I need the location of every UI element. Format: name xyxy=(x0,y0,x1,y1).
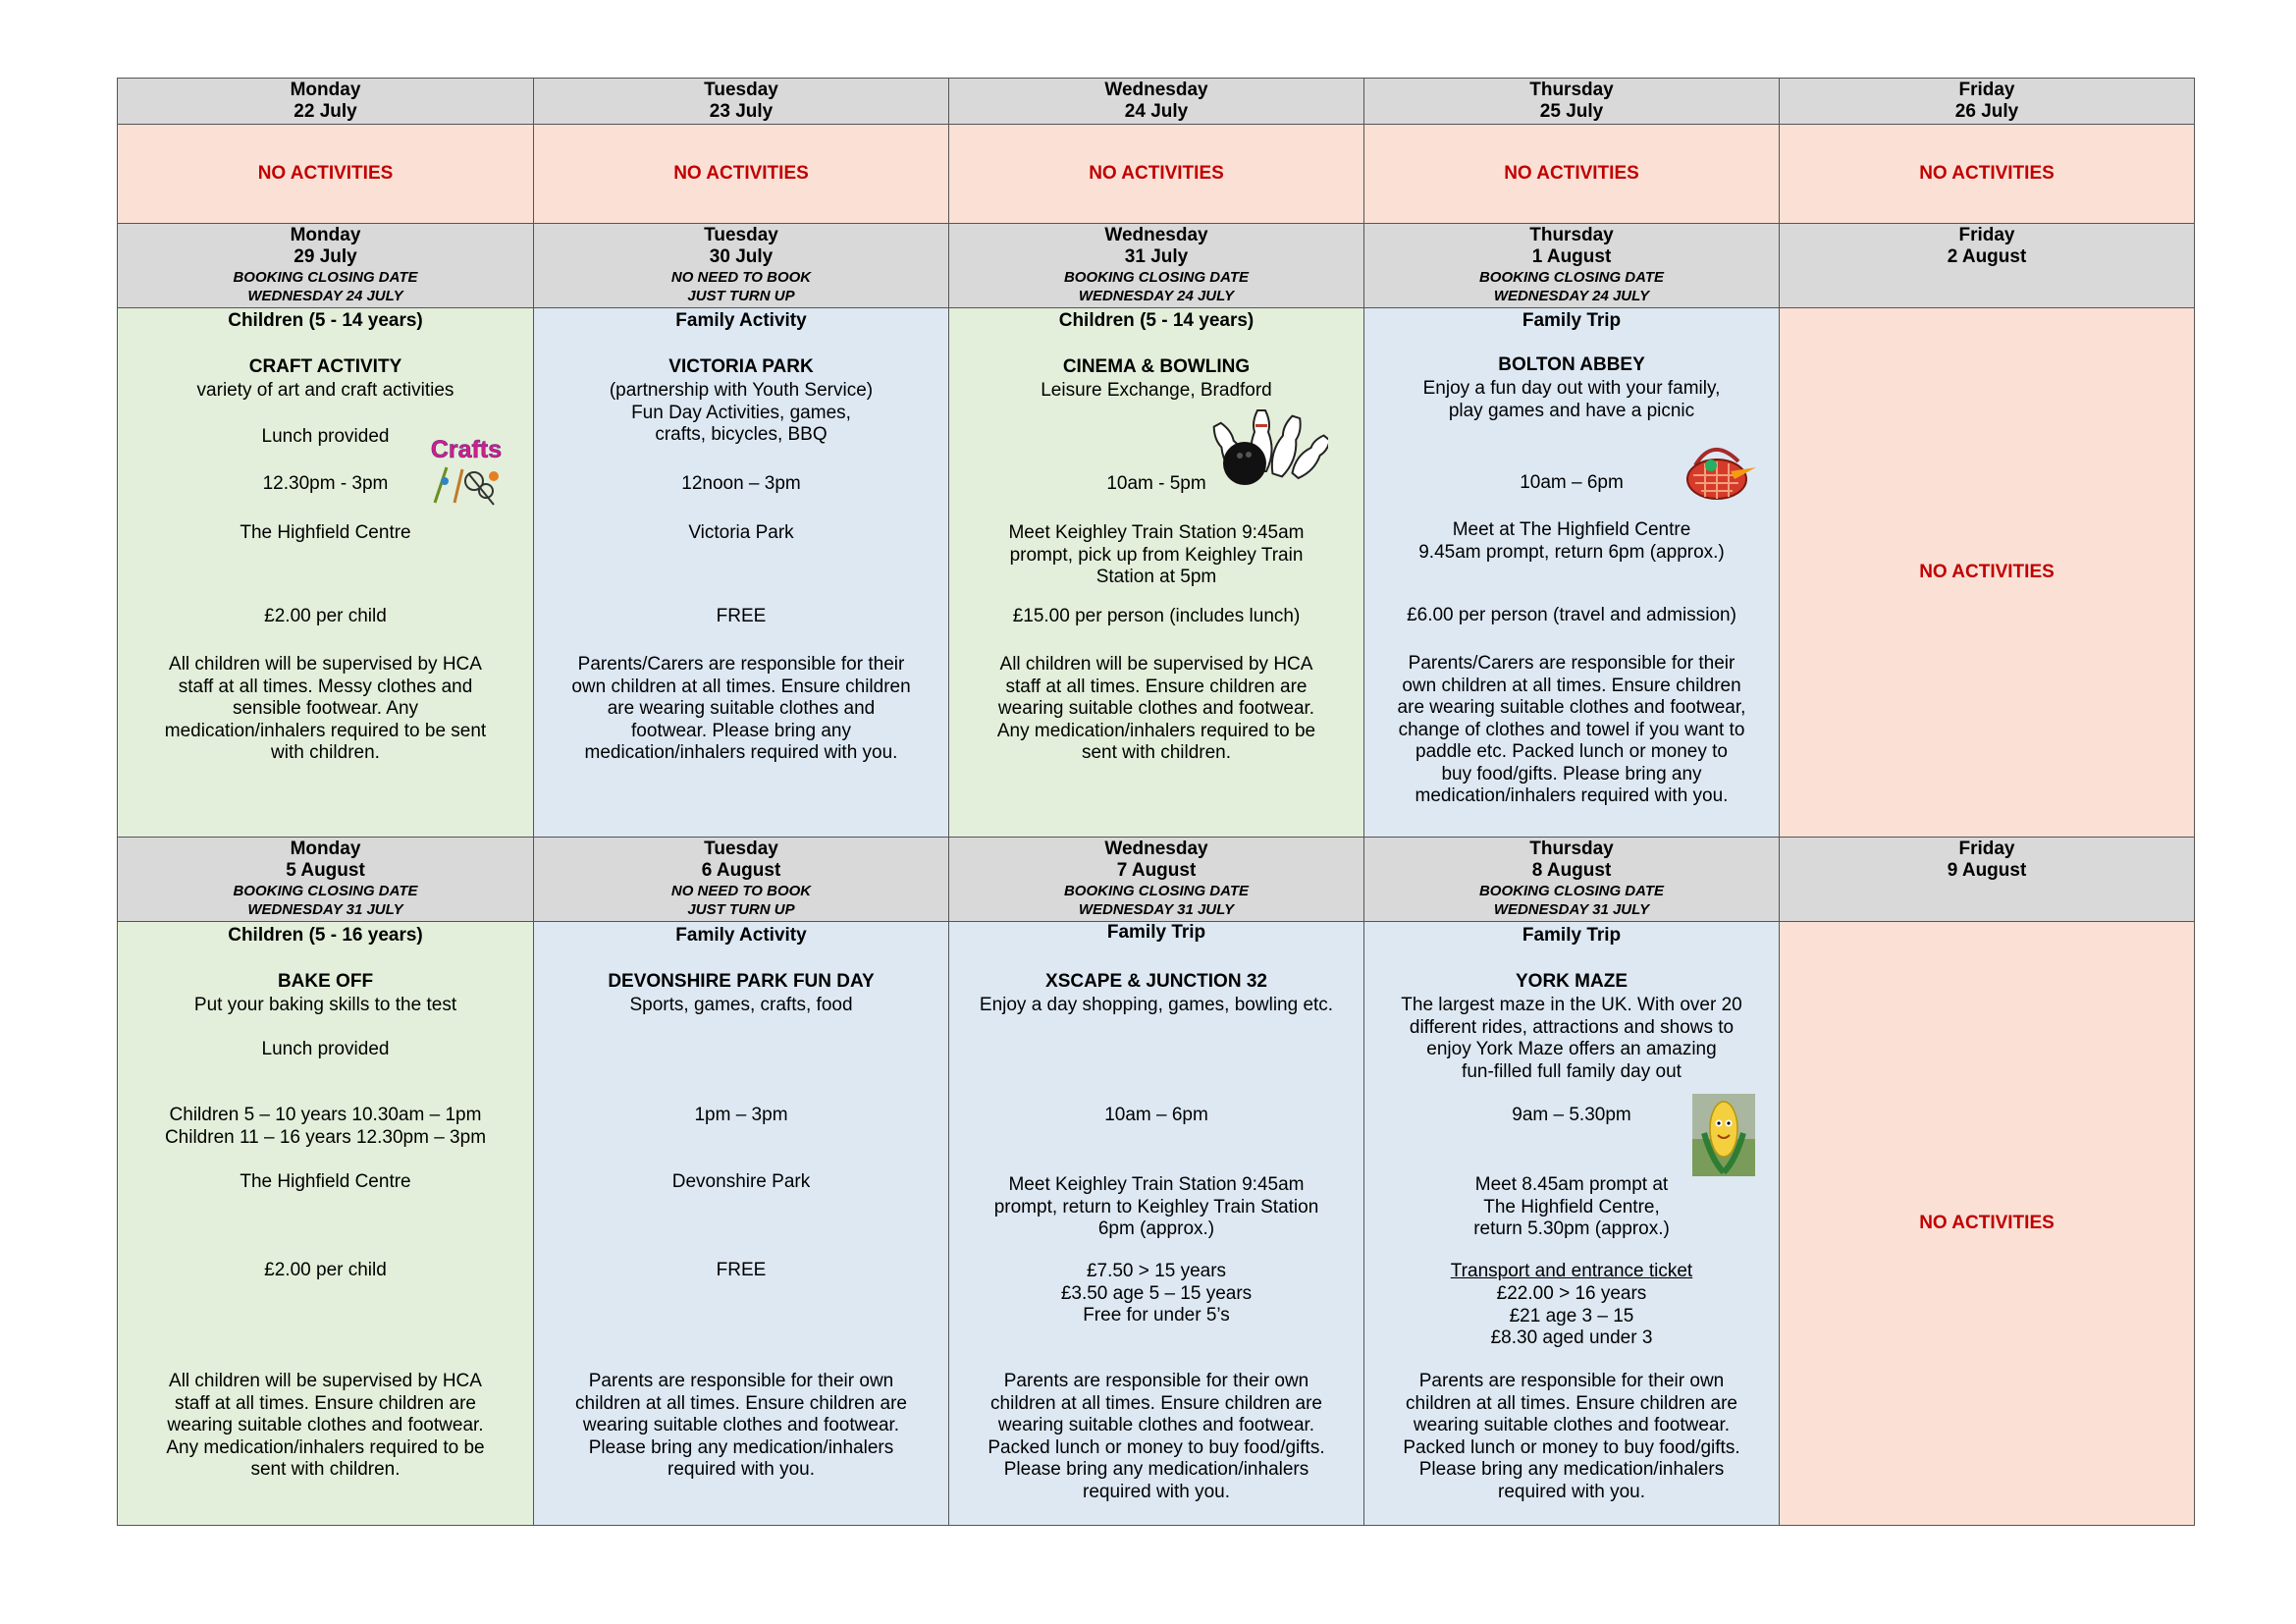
week3-activities-row xyxy=(118,922,2195,1526)
svg-text:Crafts: Crafts xyxy=(430,436,503,463)
booking-note: WEDNESDAY 31 JULY xyxy=(1493,901,1650,918)
activity-time: 10am - 5pm xyxy=(1106,473,1206,494)
day-name: Friday xyxy=(1958,839,2015,859)
activity-time: 10am – 6pm xyxy=(1104,1105,1208,1125)
activity-venue: Devonshire Park xyxy=(671,1171,811,1192)
booking-note: BOOKING CLOSING DATE xyxy=(233,269,418,286)
activity-info: All children will be supervised by HCA staff at all times. Ensure children are wearing suitable clothes and footwear. Any medication/inhalers required to be sent with children. xyxy=(166,1371,485,1480)
day-header-tue-23 xyxy=(534,79,949,125)
activity-info: Parents are responsible for their own children at all times. Ensure children are wearing suitable clothes and footwear. Packed lunch or money to buy food/gifts. Please bring any medication/inhalers required with you. xyxy=(988,1371,1325,1502)
activity-cell-bolton-abbey xyxy=(1364,308,1780,838)
booking-note: JUST TURN UP xyxy=(687,901,795,918)
day-header xyxy=(1780,224,2195,308)
activity-venue: Meet Keighley Train Station 9:45am prompt, return to Keighley Train Station 6pm (approx.) xyxy=(993,1174,1319,1239)
activity-audience: Children (5 - 16 years) xyxy=(228,925,423,946)
day-name: Friday xyxy=(1958,80,2015,100)
activity-info: Parents/Carers are responsible for their own children at all times. Ensure children are wearing suitable clothes and footwear, change of clothes and towel if you want to paddle etc. Packed lunch or money to buy food/gifts. Please bring any medication/inhalers required with you. xyxy=(1397,653,1746,806)
activity-title: YORK MAZE xyxy=(1516,971,1628,992)
activity-price: £2.00 per child xyxy=(264,1260,387,1280)
activity-info: Parents are responsible for their own children at all times. Ensure children are wearing suitable clothes and footwear. Packed lunch or money to buy food/gifts. Please bring any medication/inhalers required with you. xyxy=(1403,1371,1740,1502)
no-activities-cell xyxy=(118,125,534,224)
week1-activities-row xyxy=(118,125,2195,224)
activity-price-heading: Transport and entrance ticket xyxy=(1450,1261,1693,1281)
activity-info: All children will be supervised by HCA staff at all times. Messy clothes and sensible footwear. Any medication/inhalers required to be sent with children. xyxy=(164,654,487,763)
activity-price: FREE xyxy=(716,606,767,626)
day-header-wed-24 xyxy=(949,79,1364,125)
activity-title: XSCAPE & JUNCTION 32 xyxy=(1045,971,1267,992)
activity-time: Children 5 – 10 years 10.30am – 1pm Children 11 – 16 years 12.30pm – 3pm xyxy=(164,1105,487,1148)
no-activities-cell xyxy=(1780,125,2195,224)
day-date: 31 July xyxy=(1124,246,1189,267)
activity-cell-york-maze xyxy=(1364,922,1780,1526)
activity-info: Parents/Carers are responsible for their own children at all times. Ensure children are wearing suitable clothes and footwear. Please bring any medication/inhalers required with you. xyxy=(571,654,911,763)
activity-description: Enjoy a day shopping, games, bowling etc. xyxy=(979,995,1334,1015)
activity-info: Parents are responsible for their own children at all times. Ensure children are wearing suitable clothes and footwear. Please bring any medication/inhalers required with you. xyxy=(575,1371,907,1480)
booking-note: NO NEED TO BOOK xyxy=(670,269,812,286)
activity-description: Sports, games, crafts, food xyxy=(629,995,853,1015)
picnic-basket-icon xyxy=(1682,436,1760,507)
day-header xyxy=(1364,838,1780,922)
activity-title: CINEMA & BOWLING xyxy=(1062,356,1251,377)
corn-mascot-icon xyxy=(1692,1094,1755,1176)
activity-title: BAKE OFF xyxy=(277,971,374,992)
day-header-fri-26 xyxy=(1780,79,2195,125)
booking-note: WEDNESDAY 24 JULY xyxy=(1078,288,1235,304)
day-header xyxy=(949,838,1364,922)
week3-header-row xyxy=(118,838,2195,922)
day-header xyxy=(1364,224,1780,308)
activity-cell-craft xyxy=(118,308,534,838)
day-header xyxy=(118,838,534,922)
day-date: 7 August xyxy=(1116,860,1197,881)
bowling-clipart-icon xyxy=(1201,406,1328,489)
day-name: Monday xyxy=(290,839,361,859)
activity-description: Put your baking skills to the test xyxy=(193,995,457,1015)
no-activities-label: NO ACTIVITIES xyxy=(1919,1213,2055,1233)
no-activities-label: NO ACTIVITIES xyxy=(1919,163,2055,184)
day-date: 9 August xyxy=(1947,860,2027,881)
no-activities-cell xyxy=(1364,125,1780,224)
no-activities-label: NO ACTIVITIES xyxy=(1504,163,1639,184)
activity-venue: Meet Keighley Train Station 9:45am prompt, pick up from Keighley Train Station at 5pm xyxy=(1008,522,1305,587)
booking-note: BOOKING CLOSING DATE xyxy=(1478,883,1665,899)
day-name: Thursday xyxy=(1529,80,1614,100)
activity-title: VICTORIA PARK xyxy=(668,356,814,377)
day-date: 5 August xyxy=(286,860,365,881)
day-date: 26 July xyxy=(1954,101,2019,122)
activity-description: variety of art and craft activities xyxy=(196,380,454,401)
day-name: Wednesday xyxy=(1104,839,1208,859)
no-activities-cell xyxy=(1780,922,2195,1526)
day-name: Tuesday xyxy=(704,80,778,100)
activity-cell-cinema-bowling xyxy=(949,308,1364,838)
activity-time: 12.30pm - 3pm xyxy=(262,473,389,494)
no-activities-cell xyxy=(949,125,1364,224)
booking-note: WEDNESDAY 31 JULY xyxy=(1078,901,1235,918)
no-activities-cell xyxy=(534,125,949,224)
day-date: 2 August xyxy=(1947,246,2027,267)
activity-time: 1pm – 3pm xyxy=(694,1105,788,1125)
activity-description: Leisure Exchange, Bradford xyxy=(1041,380,1272,401)
day-name: Wednesday xyxy=(1104,80,1208,100)
activity-price: FREE xyxy=(716,1260,767,1280)
crafts-clipart-icon xyxy=(425,432,507,509)
booking-note: BOOKING CLOSING DATE xyxy=(1063,883,1250,899)
day-header-mon-22 xyxy=(118,79,534,125)
activity-description: The largest maze in the UK. With over 20 different rides, attractions and shows to enjoy York Maze offers an amazing fun-filled full family day out xyxy=(1401,995,1742,1082)
day-date: 25 July xyxy=(1539,101,1604,122)
day-name: Tuesday xyxy=(704,225,778,245)
day-header-thu-25 xyxy=(1364,79,1780,125)
activity-audience: Family Trip xyxy=(1522,925,1622,946)
activity-schedule-table xyxy=(117,78,2195,1526)
activity-info: All children will be supervised by HCA staff at all times. Ensure children are wearing suitable clothes and footwear. Any medication/inhalers required to be sent with children. xyxy=(996,654,1316,763)
day-header xyxy=(118,224,534,308)
day-name: Friday xyxy=(1958,225,2015,245)
day-name: Monday xyxy=(290,225,361,245)
activity-cell-victoria-park xyxy=(534,308,949,838)
activity-audience: Family Activity xyxy=(675,310,807,331)
day-header xyxy=(1780,838,2195,922)
booking-note: BOOKING CLOSING DATE xyxy=(1063,269,1250,286)
no-activities-label: NO ACTIVITIES xyxy=(257,163,394,184)
activity-audience: Family Trip xyxy=(1106,922,1206,943)
activity-extra: Lunch provided xyxy=(261,426,390,447)
week1-header-row xyxy=(118,79,2195,125)
activity-audience: Family Activity xyxy=(675,925,807,946)
activity-cell-xscape xyxy=(949,922,1364,1526)
activity-venue: Victoria Park xyxy=(688,522,794,543)
booking-note: WEDNESDAY 24 JULY xyxy=(247,288,403,304)
booking-note: WEDNESDAY 31 JULY xyxy=(247,901,403,918)
booking-note: NO NEED TO BOOK xyxy=(670,883,812,899)
day-header xyxy=(949,224,1364,308)
activity-title: CRAFT ACTIVITY xyxy=(248,356,402,377)
booking-note: BOOKING CLOSING DATE xyxy=(233,883,418,899)
activity-venue: The Highfield Centre xyxy=(240,1171,411,1192)
activity-price: £22.00 > 16 years £21 age 3 – 15 £8.30 aged under 3 xyxy=(1490,1283,1653,1348)
day-date: 6 August xyxy=(701,860,781,881)
no-activities-label: NO ACTIVITIES xyxy=(1089,163,1224,184)
day-date: 30 July xyxy=(709,246,774,267)
activity-time: 10am – 6pm xyxy=(1520,472,1624,493)
day-name: Wednesday xyxy=(1104,225,1208,245)
week2-header-row xyxy=(118,224,2195,308)
day-date: 29 July xyxy=(294,246,357,267)
day-header xyxy=(534,224,949,308)
activity-venue: The Highfield Centre xyxy=(240,522,411,543)
activity-audience: Family Trip xyxy=(1522,310,1622,331)
activity-cell-devonshire-park xyxy=(534,922,949,1526)
week2-activities-row xyxy=(118,308,2195,838)
activity-audience: Children (5 - 14 years) xyxy=(1058,310,1255,331)
day-name: Thursday xyxy=(1529,225,1614,245)
activity-description: Enjoy a fun day out with your family, play games and have a picnic xyxy=(1422,378,1721,421)
activity-venue: Meet at The Highfield Centre 9.45am prompt, return 6pm (approx.) xyxy=(1418,519,1725,563)
activity-title: BOLTON ABBEY xyxy=(1498,354,1645,375)
booking-note: BOOKING CLOSING DATE xyxy=(1478,269,1665,286)
activity-time: 12noon – 3pm xyxy=(681,473,801,494)
no-activities-cell xyxy=(1780,308,2195,838)
day-name: Monday xyxy=(290,80,361,100)
activity-time: 9am – 5.30pm xyxy=(1512,1105,1631,1125)
day-name: Tuesday xyxy=(704,839,778,859)
day-date: 8 August xyxy=(1531,860,1612,881)
day-header xyxy=(534,838,949,922)
booking-note: WEDNESDAY 24 JULY xyxy=(1493,288,1650,304)
activity-price: £7.50 > 15 years £3.50 age 5 – 15 years Free for under 5’s xyxy=(1060,1261,1253,1326)
activity-extra: Lunch provided xyxy=(261,1039,390,1059)
day-date: 23 July xyxy=(709,101,774,122)
activity-price: £6.00 per person (travel and admission) xyxy=(1407,605,1736,625)
day-name: Thursday xyxy=(1529,839,1614,859)
day-date: 24 July xyxy=(1124,101,1189,122)
activity-audience: Children (5 - 14 years) xyxy=(228,310,423,331)
activity-title: DEVONSHIRE PARK FUN DAY xyxy=(608,971,875,992)
activity-price: £15.00 per person (includes lunch) xyxy=(1012,606,1301,626)
no-activities-label: NO ACTIVITIES xyxy=(673,163,809,184)
booking-note: JUST TURN UP xyxy=(687,288,795,304)
no-activities-label: NO ACTIVITIES xyxy=(1919,562,2055,582)
activity-price: £2.00 per child xyxy=(264,606,387,626)
activity-cell-bake-off xyxy=(118,922,534,1526)
activity-venue: Meet 8.45am prompt at The Highfield Centre, return 5.30pm (approx.) xyxy=(1473,1174,1670,1239)
day-date: 22 July xyxy=(294,101,357,122)
activity-description: (partnership with Youth Service) Fun Day Activities, games, crafts, bicycles, BBQ xyxy=(609,380,874,445)
day-date: 1 August xyxy=(1531,246,1612,267)
